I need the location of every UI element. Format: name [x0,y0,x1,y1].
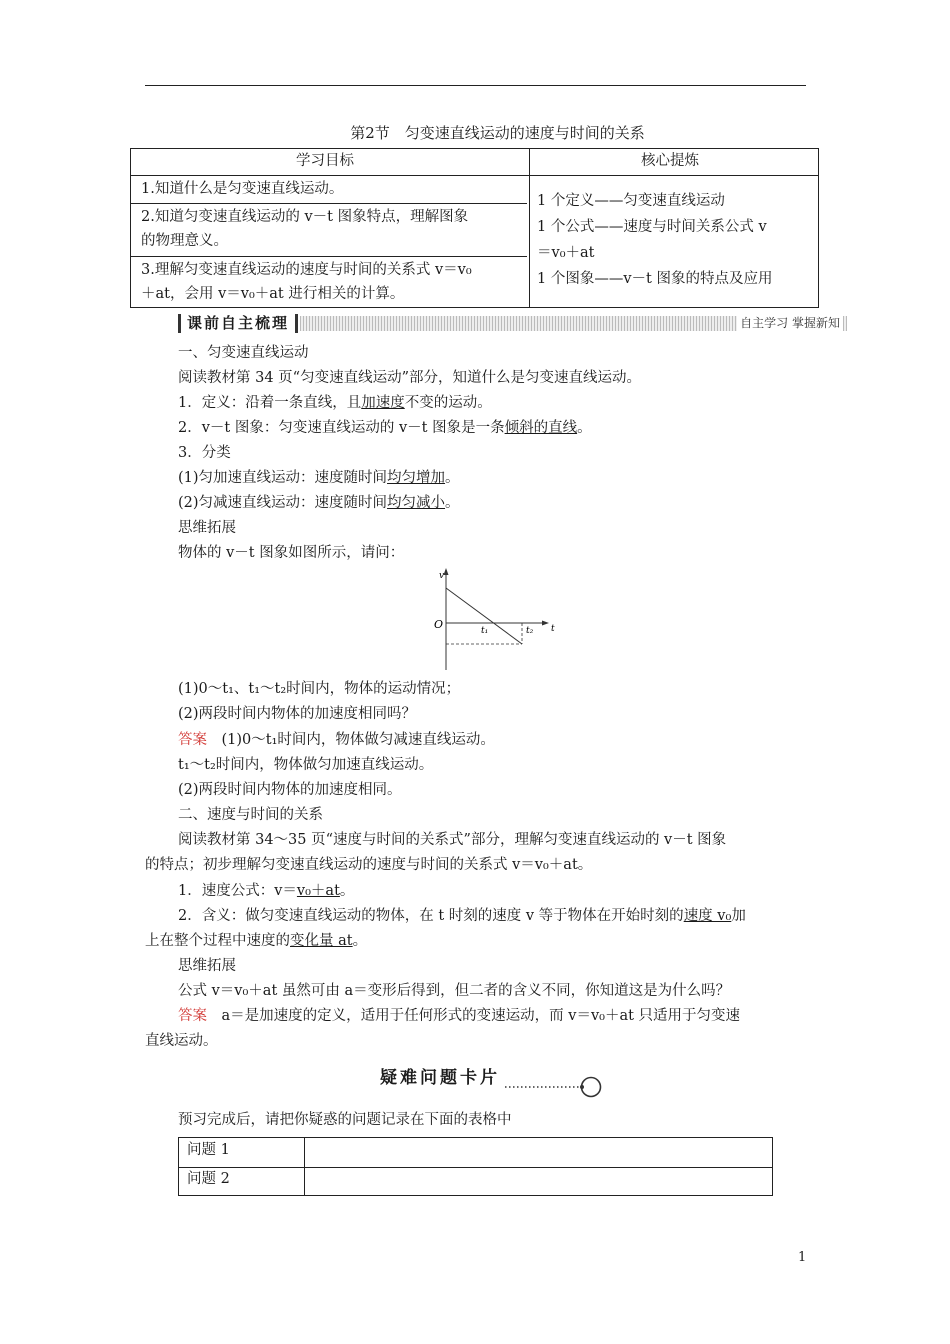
question-1: (1)0～t₁、t₁～t₂时间内，物体的运动情况； [178,681,461,697]
accelerating: (1)匀加速直线运动：速度随时间均匀增加。 [178,470,460,486]
answer-4-cont: 直线运动。 [145,1033,218,1049]
think-heading-2: 思维拓展 [178,958,236,974]
page-number: 1 [798,1250,807,1265]
velocity-formula: 1．速度公式：v＝v₀＋at。 [178,883,355,899]
goals-table [130,148,819,308]
definition: 1．定义：沿着一条直线，且加速度不变的运动。 [178,395,492,411]
card-title: 疑难问题卡片 [380,1068,500,1088]
question-row-1-label: 问题 1 [187,1142,230,1158]
think-heading-1: 思维拓展 [178,520,236,536]
part2-heading: 二、速度与时间的关系 [178,807,323,823]
part1-intro: 阅读教材第 34 页“匀变速直线运动”部分，知道什么是匀变速直线运动。 [178,370,641,386]
table-rule [131,256,527,257]
core-2: 1 个公式——速度与时间关系公式 v [537,219,767,235]
t-label: t [551,624,555,634]
question-row-1-input[interactable] [309,1140,764,1164]
circle-icon [582,1078,601,1097]
meaning-1: 2．含义：做匀变速直线运动的物体，在 t 时刻的速度 v 等于物体在开始时刻的速度 v₀加 [178,908,746,924]
core-2b: ＝v₀＋at [537,245,595,261]
t-axis-arrow-icon [542,621,549,626]
question-row-2-input[interactable] [309,1169,764,1193]
v-axis-arrow-icon [444,568,449,575]
table-divider [529,149,530,307]
answer-label: 答案 [178,1008,207,1024]
origin-label: O [434,618,444,631]
dot-icon [580,1085,584,1089]
question-row-2-label: 问题 2 [187,1171,230,1187]
core-3: 1 个图象——v－t 图象的特点及应用 [537,271,773,287]
answer-2: t₁～t₂时间内，物体做匀加速直线运动。 [178,757,434,773]
header-core: 核心提炼 [641,153,699,169]
goal-3-line1: 3.理解匀变速直线运动的速度与时间的关系式 v＝v₀ [141,262,472,278]
page-title: 第2节 匀变速直线运动的速度与时间的关系 [350,124,645,142]
t1-label: t₁ [481,626,489,636]
band-label: 课前自主梳理 [178,314,298,333]
answer-1: 答案 (1)0～t₁时间内，物体做匀减速直线运动。 [178,732,495,748]
card-prompt: 预习完成后，请把你疑惑的问题记录在下面的表格中 [178,1112,512,1128]
graph-statement: 2．v－t 图象：匀变速直线运动的 v－t 图象是一条倾斜的直线。 [178,420,592,436]
goal-2-line2: 的物理意义。 [141,233,228,249]
table-rule [131,175,818,176]
part2-intro-1: 阅读教材第 34～35 页“速度与时间的关系式”部分，理解匀变速直线运动的 v－t 图象 [178,832,727,848]
question-intro: 物体的 v－t 图象如图所示，请问： [178,545,405,561]
answer-4: 答案 a＝是加速度的定义，适用于任何形式的变速运动，而 v＝v₀＋at 只适用于匀变速 [178,1008,741,1024]
core-1: 1 个定义——匀变速直线运动 [537,193,725,209]
vt-graph [425,566,560,674]
question-3: 公式 v＝v₀＋at 虽然可由 a＝变形后得到，但二者的含义不同，你知道这是为什么吗？ [178,983,731,999]
card-decoration [505,1073,605,1099]
header-goals: 学习目标 [296,153,354,169]
goal-1: 1.知道什么是匀变速直线运动。 [141,181,344,197]
answer-3: (2)两段时间内物体的加速度相同。 [178,782,402,798]
table-rule [131,203,527,204]
classification: 3．分类 [178,445,231,461]
v-label: v [439,571,445,581]
meaning-2: 上在整个过程中速度的变化量 at。 [145,933,368,949]
t2-label: t₂ [526,626,534,636]
goal-2-line1: 2.知道匀变速直线运动的 v－t 图象特点，理解图象 [141,209,469,225]
top-rule [145,85,806,86]
decelerating: (2)匀减速直线运动：速度随时间均匀减小。 [178,495,460,511]
question-2: (2)两段时间内物体的加速度相同吗？ [178,706,417,722]
band-right: 自主学习 掌握新知 [737,315,843,332]
part1-heading: 一、匀变速直线运动 [178,345,309,361]
question-table [178,1137,773,1196]
table-rule [179,1167,772,1168]
section-band [178,314,847,333]
answer-label: 答案 [178,732,207,748]
part2-intro-2: 的特点；初步理解匀变速直线运动的速度与时间的关系式 v＝v₀＋at。 [145,857,593,873]
goal-3-line2: ＋at，会用 v＝v₀＋at 进行相关的计算。 [141,286,405,302]
